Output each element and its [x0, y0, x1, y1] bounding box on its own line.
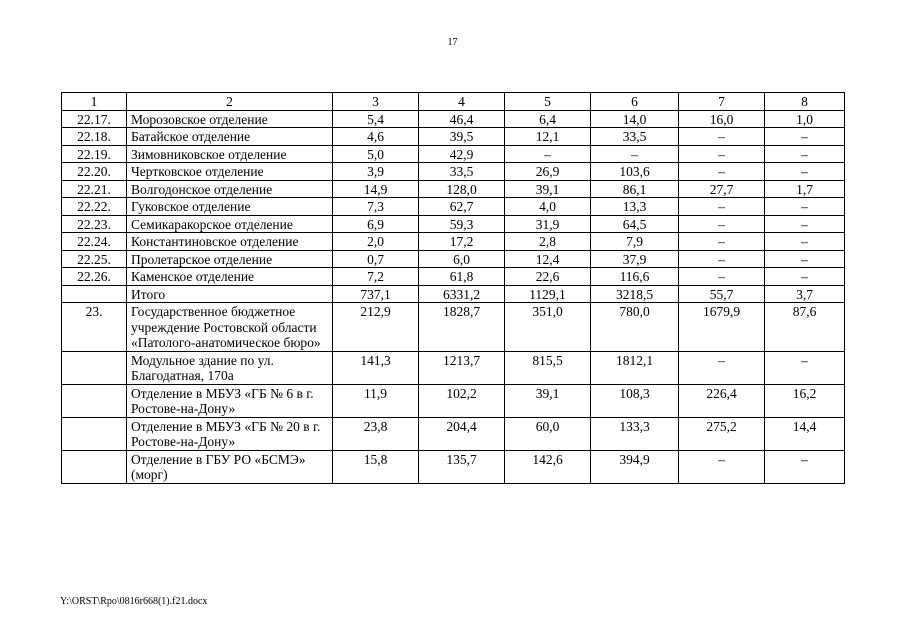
col6-cell: 86,1 — [591, 180, 679, 198]
col7-cell: – — [679, 215, 765, 233]
table-row — [62, 145, 845, 163]
col4-cell: 6,0 — [419, 250, 505, 268]
header-cell: 1 — [62, 93, 127, 111]
col5-cell: 4,0 — [505, 198, 591, 216]
col8-cell: 16,2 — [765, 384, 845, 417]
col4-cell: 135,7 — [419, 450, 505, 483]
col6-cell: 64,5 — [591, 215, 679, 233]
col3-cell: 2,0 — [333, 233, 419, 251]
col7-cell: – — [679, 351, 765, 384]
col7-cell: – — [679, 250, 765, 268]
table-row — [62, 163, 845, 181]
col5-cell: 142,6 — [505, 450, 591, 483]
col7-cell: 55,7 — [679, 285, 765, 303]
row-number-cell: 22.25. — [62, 250, 127, 268]
name-cell: Отделение в МБУЗ «ГБ № 20 в г. Ростове-на-Дону» — [127, 417, 333, 450]
table-row — [62, 250, 845, 268]
name-cell: Отделение в ГБУ РО «БСМЭ» (морг) — [127, 450, 333, 483]
table-row — [62, 110, 845, 128]
col3-cell: 23,8 — [333, 417, 419, 450]
col3-cell: 7,2 — [333, 268, 419, 286]
col4-cell: 33,5 — [419, 163, 505, 181]
table-row — [62, 180, 845, 198]
col7-cell: – — [679, 163, 765, 181]
col8-cell: – — [765, 250, 845, 268]
page-number: 17 — [447, 37, 458, 48]
col3-cell: 5,0 — [333, 145, 419, 163]
col3-cell: 6,9 — [333, 215, 419, 233]
col8-cell: – — [765, 351, 845, 384]
col7-cell: – — [679, 128, 765, 146]
table-row — [62, 128, 845, 146]
col8-cell: 1,7 — [765, 180, 845, 198]
col6-cell: 14,0 — [591, 110, 679, 128]
col3-cell: 737,1 — [333, 285, 419, 303]
col3-cell: 0,7 — [333, 250, 419, 268]
col8-cell: 14,4 — [765, 417, 845, 450]
table-row — [62, 198, 845, 216]
table-row — [62, 303, 845, 352]
col4-cell: 39,5 — [419, 128, 505, 146]
col7-cell: 1679,9 — [679, 303, 765, 352]
col5-cell: 12,4 — [505, 250, 591, 268]
col5-cell: 39,1 — [505, 180, 591, 198]
header-cell: 8 — [765, 93, 845, 111]
row-number-cell: 22.24. — [62, 233, 127, 251]
footer-file-path: Y:\ORST\Rpo\0816r668(1).f21.docx — [60, 596, 208, 607]
col8-cell: – — [765, 233, 845, 251]
row-number-cell — [62, 285, 127, 303]
col4-cell: 61,8 — [419, 268, 505, 286]
name-cell: Чертковское отделение — [127, 163, 333, 181]
name-cell: Итого — [127, 285, 333, 303]
col5-cell: 6,4 — [505, 110, 591, 128]
name-cell: Пролетарское отделение — [127, 250, 333, 268]
col8-cell: – — [765, 215, 845, 233]
col3-cell: 11,9 — [333, 384, 419, 417]
col8-cell: – — [765, 145, 845, 163]
name-cell: Зимовниковское отделение — [127, 145, 333, 163]
header-cell: 2 — [127, 93, 333, 111]
col6-cell: 13,3 — [591, 198, 679, 216]
col7-cell: 27,7 — [679, 180, 765, 198]
col8-cell: 3,7 — [765, 285, 845, 303]
col5-cell: 815,5 — [505, 351, 591, 384]
col5-cell: 26,9 — [505, 163, 591, 181]
col7-cell: 275,2 — [679, 417, 765, 450]
table-row — [62, 384, 845, 417]
row-number-cell — [62, 351, 127, 384]
row-number-cell: 22.26. — [62, 268, 127, 286]
col8-cell: – — [765, 128, 845, 146]
col7-cell: – — [679, 233, 765, 251]
row-number-cell: 22.21. — [62, 180, 127, 198]
col3-cell: 212,9 — [333, 303, 419, 352]
col7-cell: 226,4 — [679, 384, 765, 417]
col3-cell: 7,3 — [333, 198, 419, 216]
col5-cell: 1129,1 — [505, 285, 591, 303]
row-number-cell: 22.22. — [62, 198, 127, 216]
name-cell: Гуковское отделение — [127, 198, 333, 216]
col7-cell: – — [679, 198, 765, 216]
table-row — [62, 285, 845, 303]
col6-cell: 7,9 — [591, 233, 679, 251]
col6-cell: 103,6 — [591, 163, 679, 181]
name-cell: Волгодонское отделение — [127, 180, 333, 198]
col8-cell: – — [765, 268, 845, 286]
col4-cell: 128,0 — [419, 180, 505, 198]
row-number-cell — [62, 417, 127, 450]
col3-cell: 141,3 — [333, 351, 419, 384]
col4-cell: 1213,7 — [419, 351, 505, 384]
row-number-cell: 22.20. — [62, 163, 127, 181]
col6-cell: 394,9 — [591, 450, 679, 483]
col4-cell: 17,2 — [419, 233, 505, 251]
table-row — [62, 233, 845, 251]
table-row — [62, 268, 845, 286]
name-cell: Морозовское отделение — [127, 110, 333, 128]
col6-cell: 780,0 — [591, 303, 679, 352]
row-number-cell — [62, 450, 127, 483]
col3-cell: 5,4 — [333, 110, 419, 128]
col5-cell: 12,1 — [505, 128, 591, 146]
col4-cell: 59,3 — [419, 215, 505, 233]
col8-cell: 87,6 — [765, 303, 845, 352]
col5-cell: 351,0 — [505, 303, 591, 352]
col7-cell: – — [679, 145, 765, 163]
row-number-cell: 22.19. — [62, 145, 127, 163]
name-cell: Отделение в МБУЗ «ГБ № 6 в г. Ростове-на-Дону» — [127, 384, 333, 417]
table-row — [62, 351, 845, 384]
table-row — [62, 450, 845, 483]
col5-cell: – — [505, 145, 591, 163]
col4-cell: 102,2 — [419, 384, 505, 417]
row-number-cell: 23. — [62, 303, 127, 352]
col5-cell: 2,8 — [505, 233, 591, 251]
data-table — [61, 92, 845, 484]
header-cell: 7 — [679, 93, 765, 111]
name-cell: Каменское отделение — [127, 268, 333, 286]
col6-cell: 108,3 — [591, 384, 679, 417]
row-number-cell: 22.18. — [62, 128, 127, 146]
header-cell: 6 — [591, 93, 679, 111]
col4-cell: 46,4 — [419, 110, 505, 128]
col4-cell: 204,4 — [419, 417, 505, 450]
col5-cell: 60,0 — [505, 417, 591, 450]
name-cell: Батайское отделение — [127, 128, 333, 146]
name-cell: Константиновское отделение — [127, 233, 333, 251]
name-cell: Государственное бюджетное учреждение Ростовской области «Патолого-анатомическое бюро» — [127, 303, 333, 352]
col6-cell: 133,3 — [591, 417, 679, 450]
col6-cell: 3218,5 — [591, 285, 679, 303]
col7-cell: – — [679, 450, 765, 483]
col6-cell: – — [591, 145, 679, 163]
header-cell: 3 — [333, 93, 419, 111]
row-number-cell — [62, 384, 127, 417]
col4-cell: 62,7 — [419, 198, 505, 216]
col6-cell: 1812,1 — [591, 351, 679, 384]
col7-cell: – — [679, 268, 765, 286]
col8-cell: – — [765, 450, 845, 483]
name-cell: Семикаракорское отделение — [127, 215, 333, 233]
col3-cell: 3,9 — [333, 163, 419, 181]
table-body — [62, 110, 845, 483]
row-number-cell: 22.23. — [62, 215, 127, 233]
col7-cell: 16,0 — [679, 110, 765, 128]
header-cell: 4 — [419, 93, 505, 111]
col6-cell: 33,5 — [591, 128, 679, 146]
row-number-cell: 22.17. — [62, 110, 127, 128]
col8-cell: – — [765, 163, 845, 181]
col3-cell: 4,6 — [333, 128, 419, 146]
name-cell: Модульное здание по ул. Благодатная, 170а — [127, 351, 333, 384]
col5-cell: 22,6 — [505, 268, 591, 286]
col3-cell: 14,9 — [333, 180, 419, 198]
header-cell: 5 — [505, 93, 591, 111]
col5-cell: 31,9 — [505, 215, 591, 233]
col3-cell: 15,8 — [333, 450, 419, 483]
col4-cell: 6331,2 — [419, 285, 505, 303]
col8-cell: 1,0 — [765, 110, 845, 128]
table-header-row — [62, 93, 845, 111]
col5-cell: 39,1 — [505, 384, 591, 417]
col6-cell: 116,6 — [591, 268, 679, 286]
col8-cell: – — [765, 198, 845, 216]
col6-cell: 37,9 — [591, 250, 679, 268]
col4-cell: 42,9 — [419, 145, 505, 163]
col4-cell: 1828,7 — [419, 303, 505, 352]
table-row — [62, 417, 845, 450]
table-row — [62, 215, 845, 233]
